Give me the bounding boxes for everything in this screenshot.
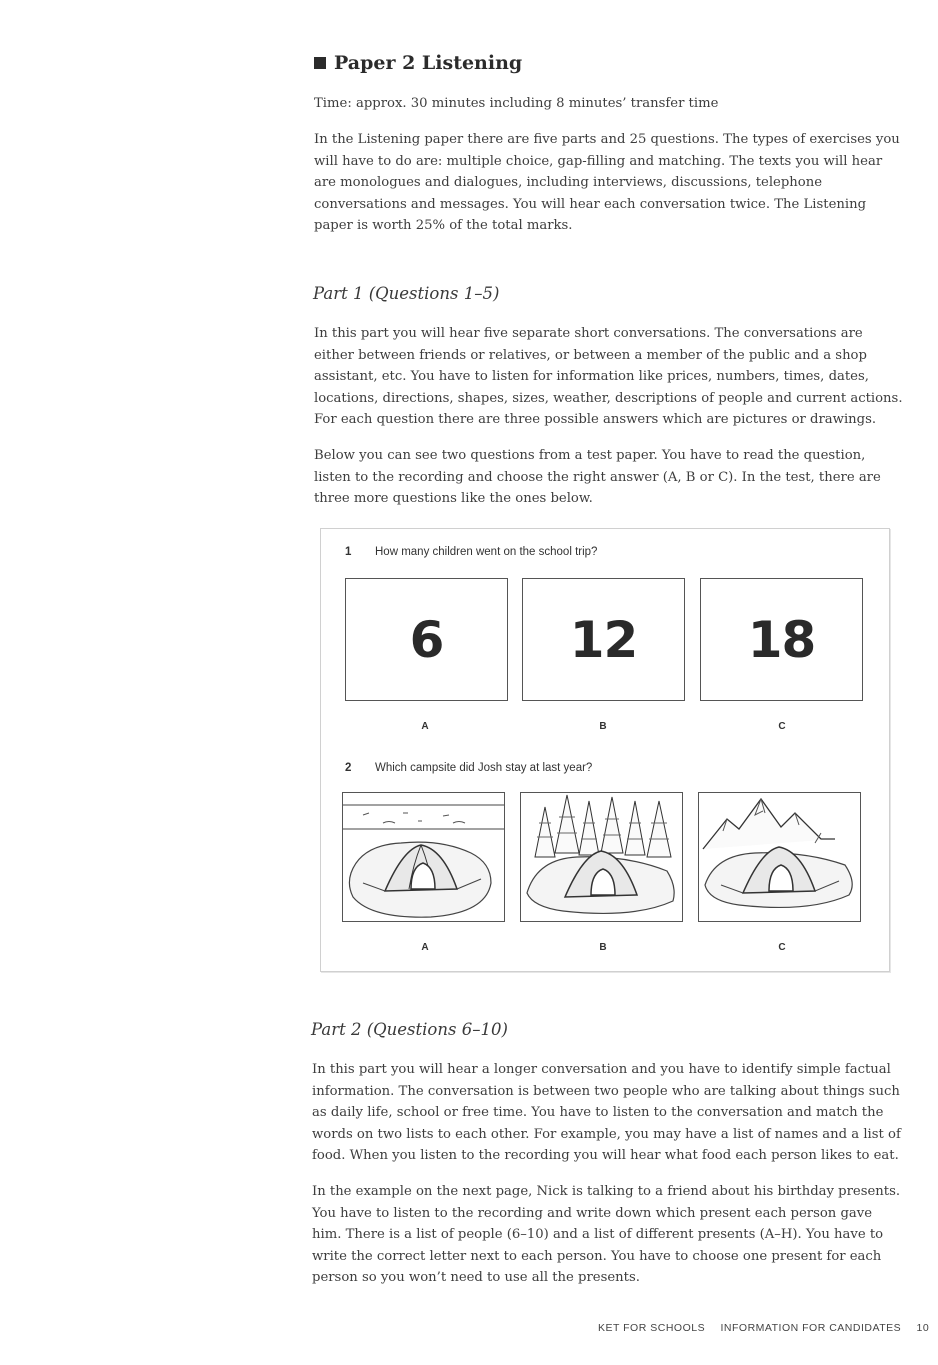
exam-excerpt [320,528,890,972]
question-1 [345,546,597,558]
q1-option-b-value: 12 [569,610,638,669]
q2-letter-c: C [778,942,786,953]
section-title [314,52,522,74]
footer-page-number: 10 [916,1322,930,1334]
q1-option-b [522,578,685,701]
part2-paragraph-1: In this part you will hear a longer conversation and you have to identify simple factual information. The conversation is between two people who are talking about things such as daily life, school or free time. You have to listen to the conversation and match the words on two lists to each other. For example, you may have a list of names and a list of food. When you listen to the recording you will hear what food each person likes to eat. [312,1062,901,1163]
footer-exam: KET FOR SCHOOLS [598,1322,706,1334]
part1-paragraph-2: Below you can see two questions from a test paper. You have to read the question, listen to the recording and choose the right answer (A, B or C). In the test, there are three more questions like the ones below. [314,448,881,506]
q2-letter-b: B [599,942,607,953]
q1-letter-b: B [599,721,607,732]
question-2-number: 2 [345,762,352,774]
time-info: Time: approx. 30 minutes including 8 minutes’ transfer time [314,96,719,111]
q1-option-a-value: 6 [409,610,444,669]
tent-in-forest-icon [521,793,682,921]
q1-option-c [700,578,863,701]
q2-letter-a: A [421,942,429,953]
tent-by-mountains-icon [699,793,860,921]
square-bullet-icon [314,57,326,69]
q2-option-b [520,792,683,922]
part2-heading: Part 2 (Questions 6–10) [311,1020,508,1039]
q2-option-a [342,792,505,922]
part1-paragraph-1: In this part you will hear five separate short conversations. The conversations are either between friends or relatives, or between a member of the public and a shop assistant, etc. You have to listen for information like prices, numbers, times, dates, locations, directions, shapes, sizes, weather, descriptions of people and current actions. For each question there are three possible answers which are pictures or drawings. [314,326,903,427]
question-2-text: Which campsite did Josh stay at last year? [375,762,593,774]
question-2 [345,762,592,774]
part1-heading: Part 1 (Questions 1–5) [313,284,500,303]
part2-paragraph-2: In the example on the next page, Nick is talking to a friend about his birthday presents. You have to listen to the recording and write down which present each person gave him. There is a list of people (6–10) and a list of different presents (A–H). You have to write the correct letter next to each person. You have to choose one present for each person so you won’t need to use all the presents. [312,1184,901,1285]
tent-by-sea-icon [343,793,504,921]
page-footer [598,1322,929,1334]
q1-option-a [345,578,508,701]
q1-letter-c: C [778,721,786,732]
section-title-text: Paper 2 Listening [334,52,523,74]
question-1-text: How many children went on the school trip? [375,546,598,558]
q2-option-c [698,792,861,922]
q1-letter-a: A [421,721,429,732]
intro-paragraph: In the Listening paper there are five parts and 25 questions. The types of exercises you will have to do are: multiple choice, gap-filling and matching. The texts you will hear are monologues and dialogues, including interviews, discussions, telephone conversations and messages. You will hear each conversation twice. The Listening paper is worth 25% of the total marks. [314,132,900,233]
q1-option-c-value: 18 [747,610,816,669]
footer-doc: INFORMATION FOR CANDIDATES [720,1322,902,1334]
question-1-number: 1 [345,546,352,558]
